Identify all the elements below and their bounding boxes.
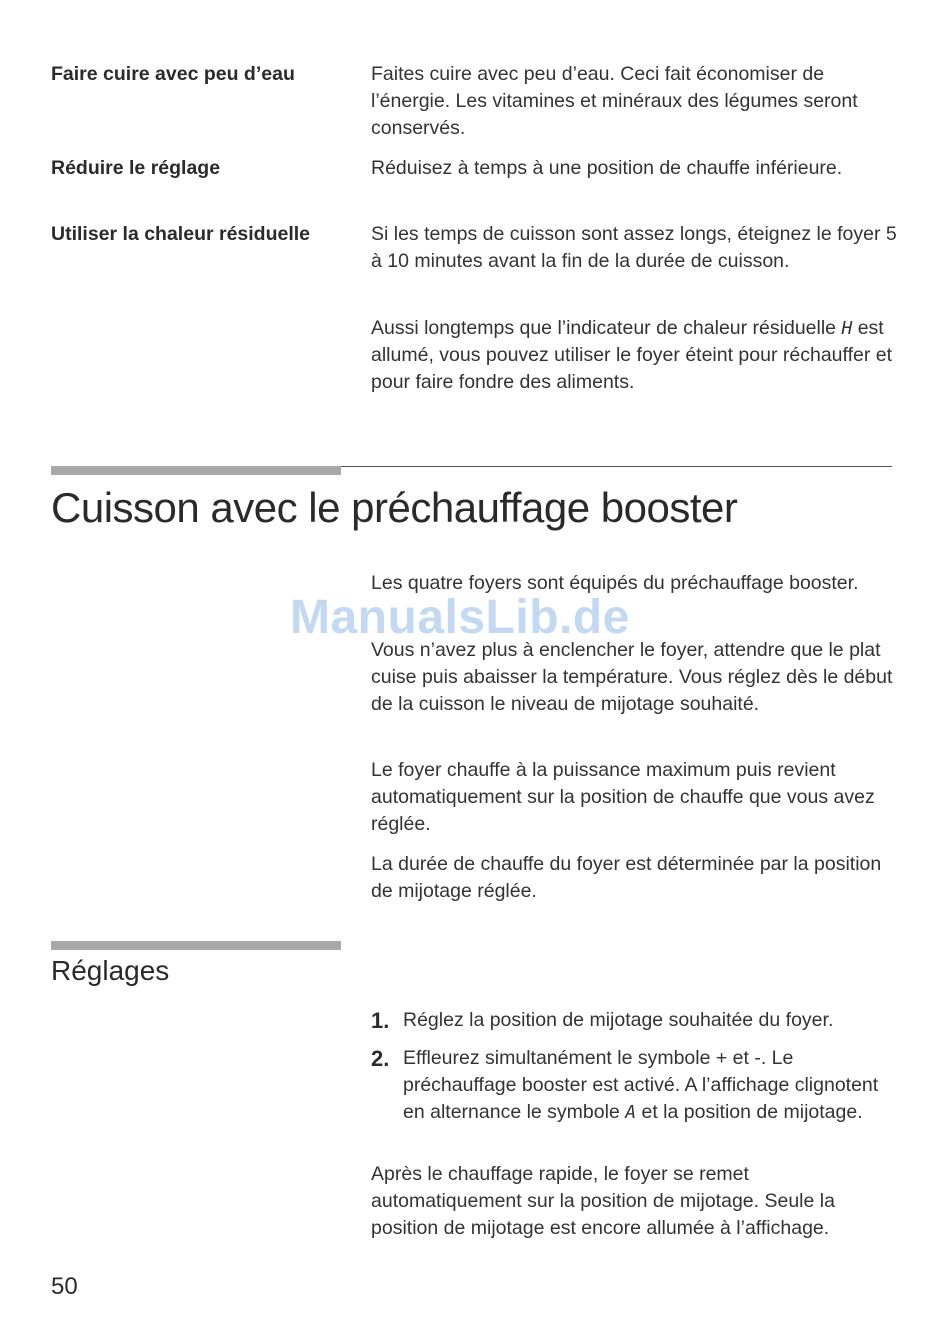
tip-label-little-water: Faire cuire avec peu d’eau [51,63,295,85]
subsection-title: Réglages [51,955,170,986]
booster-symbol: A [625,1102,637,1123]
section-rule-thin [341,466,892,467]
intro-paragraph-3: Le foyer chauffe à la puissance maximum puis revient automatiquement sur la position de chauffe que vous avez réglée. [371,759,875,835]
tip-label-reduce-setting: Réduire le réglage [51,157,221,179]
tip-text-little-water: Faites cuire avec peu d’eau. Ceci fait économiser de l’énergie. Les vitamines et minéraux des légumes seront conservés. [371,63,858,139]
step-2-number: 2. [371,1046,390,1071]
step-2-text-before: Effleurez simultanément le symbole + et -. Le préchauffage booster est activé. A l’affichage clignotent en alternance le symbole [403,1047,879,1123]
residual-text-after: est allumé, vous pouvez utiliser le foyer éteint pour réchauffer et pour faire fondre des aliments. [371,317,893,393]
step-1-text: Réglez la position de mijotage souhaitée du foyer. [403,1009,834,1031]
intro-paragraph-4: La durée de chauffe du foyer est déterminée par la position de mijotage réglée. [371,853,882,902]
step-2-text [403,1045,899,1126]
section-rule-thick [51,466,341,475]
step-1-number: 1. [371,1008,390,1033]
residual-heat-symbol: H [841,318,853,339]
closing-paragraph: Après le chauffage rapide, le foyer se remet automatiquement sur la position de mijotage. Seule la position de mijotage est encore allumée à l’affichage. [371,1163,835,1239]
tip-text-reduce-setting: Réduisez à temps à une position de chauffe inférieure. [371,157,843,179]
intro-paragraph-2: Vous n’avez plus à enclencher le foyer, attendre que le plat cuise puis abaisser la température. Vous réglez dès le début de la cuisson le niveau de mijotage souhaité. [371,639,893,715]
step-2-text-after: et la position de mijotage. [636,1101,863,1123]
intro-paragraph-1: Les quatre foyers sont équipés du préchauffage booster. [371,572,859,594]
tip-label-residual-heat: Utiliser la chaleur résiduelle [51,223,311,245]
subsection-rule [51,941,341,950]
tip-text-residual-heat: Si les temps de cuisson sont assez longs, éteignez le foyer 5 à 10 minutes avant la fin de la durée de cuisson. [371,223,897,272]
residual-heat-paragraph [371,315,899,396]
watermark: ManualsLib.de [290,591,630,644]
residual-text-before: Aussi longtemps que l’indicateur de chaleur résiduelle [371,317,837,339]
section-title: Cuisson avec le préchauffage booster [51,484,738,531]
page-number: 50 [51,1273,78,1300]
